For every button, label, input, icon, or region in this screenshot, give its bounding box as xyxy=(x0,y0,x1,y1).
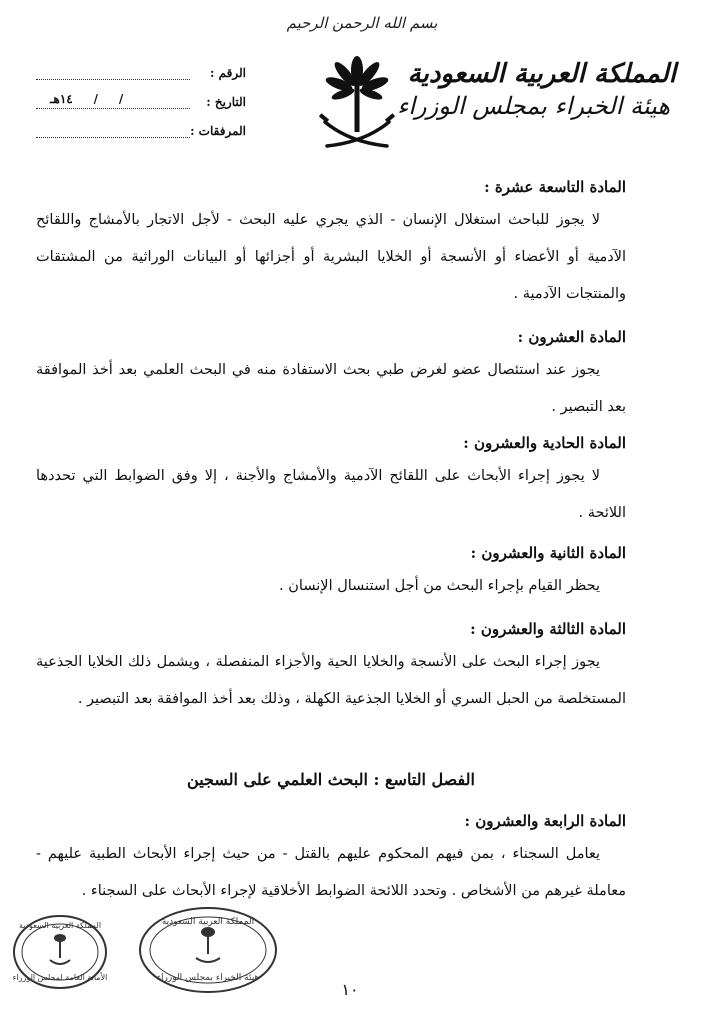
reference-row xyxy=(36,58,246,87)
seal-text-bottom: هيئة الخبراء بمجلس الوزراء xyxy=(156,973,260,983)
article-text: يجوز عند استئصال عضو لغرض طبي بحث الاستفادة منه في البحث العلمي بعد أخذ الموافقة بعد التبصير . xyxy=(36,362,626,415)
article-heading: المادة الحادية والعشرون : xyxy=(463,434,626,452)
reference-line xyxy=(36,65,190,80)
article-20 xyxy=(36,328,626,426)
article-19 xyxy=(36,178,626,313)
article-text: يعامل السجناء ، بمن فيهم المحكوم عليهم بالقتل - من حيث إجراء الأبحاث الطبية عليهم - معاملة غيرهم من الأشخاص . وتحدد اللائحة الضوابط الأخلاقية لإجراء الأبحاث على السجناء . xyxy=(36,846,626,899)
article-heading: المادة العشرون : xyxy=(517,328,626,346)
org-line-1: المملكة العربية السعودية xyxy=(407,59,676,89)
official-seal-icon xyxy=(13,916,108,988)
article-heading: المادة التاسعة عشرة : xyxy=(484,178,626,196)
article-text: يحظر القيام بإجراء البحث من أجل استنسال الإنسان . xyxy=(279,578,600,594)
saudi-emblem-palm-swords-icon xyxy=(315,50,399,158)
attachments-line xyxy=(36,123,190,138)
article-text: لا يجوز للباحث استغلال الإنسان - الذي يجري عليه البحث - لأجل الاتجار بالأمشاج واللقائح الآدمية أو الأعضاء أو الأنسجة أو الخلايا البشرية أو أجزائها أو البيانات الوراثية من المشتقات والمنتجات الآدمية . xyxy=(36,212,626,302)
attachments-row xyxy=(36,116,246,145)
article-heading: المادة الرابعة والعشرون : xyxy=(464,812,626,830)
basmala: بسم الله الرحمن الرحيم xyxy=(286,14,438,32)
article-text: لا يجوز إجراء الأبحاث على اللقائح الآدمية والأمشاج والأجنة ، إلا وفق الضوابط التي تحددها اللائحة . xyxy=(36,468,626,521)
organization-header xyxy=(397,58,676,122)
official-stamps xyxy=(0,900,300,1000)
document-meta xyxy=(36,58,246,145)
date-row xyxy=(36,87,246,116)
page-number: ١٠ xyxy=(341,980,359,999)
article-24 xyxy=(36,812,626,910)
date-label: التاريخ : xyxy=(206,94,246,109)
article-23 xyxy=(36,620,626,718)
article-21 xyxy=(36,434,626,532)
seal-text-top: المملكة العربية السعودية xyxy=(161,917,255,927)
seal-text-bottom: الأمانة العامة لمجلس الوزراء xyxy=(12,973,108,982)
article-heading: المادة الثانية والعشرون : xyxy=(470,544,626,562)
reference-label: الرقم : xyxy=(210,65,246,80)
official-seal-icon xyxy=(140,908,276,992)
attachments-label: المرفقات : xyxy=(190,123,246,138)
chapter-heading: الفصل التاسع : البحث العلمي على السجين xyxy=(187,770,475,789)
article-22 xyxy=(36,544,626,605)
date-value: / / ١٤هـ xyxy=(50,92,124,106)
date-line xyxy=(36,94,190,109)
seal-text-top: المملكة العربية السعودية xyxy=(18,921,102,930)
org-line-2: هيئة الخبراء بمجلس الوزراء xyxy=(397,92,670,120)
article-text: يجوز إجراء البحث على الأنسجة والخلايا الحية والأجزاء المنفصلة ، ويشمل ذلك الخلايا الجذعية المستخلصة من الحبل السري أو الخلايا الجذعية الكهلة ، وذلك بعد أخذ الموافقة بعد التبصير . xyxy=(36,654,626,707)
article-heading: المادة الثالثة والعشرون : xyxy=(470,620,626,638)
